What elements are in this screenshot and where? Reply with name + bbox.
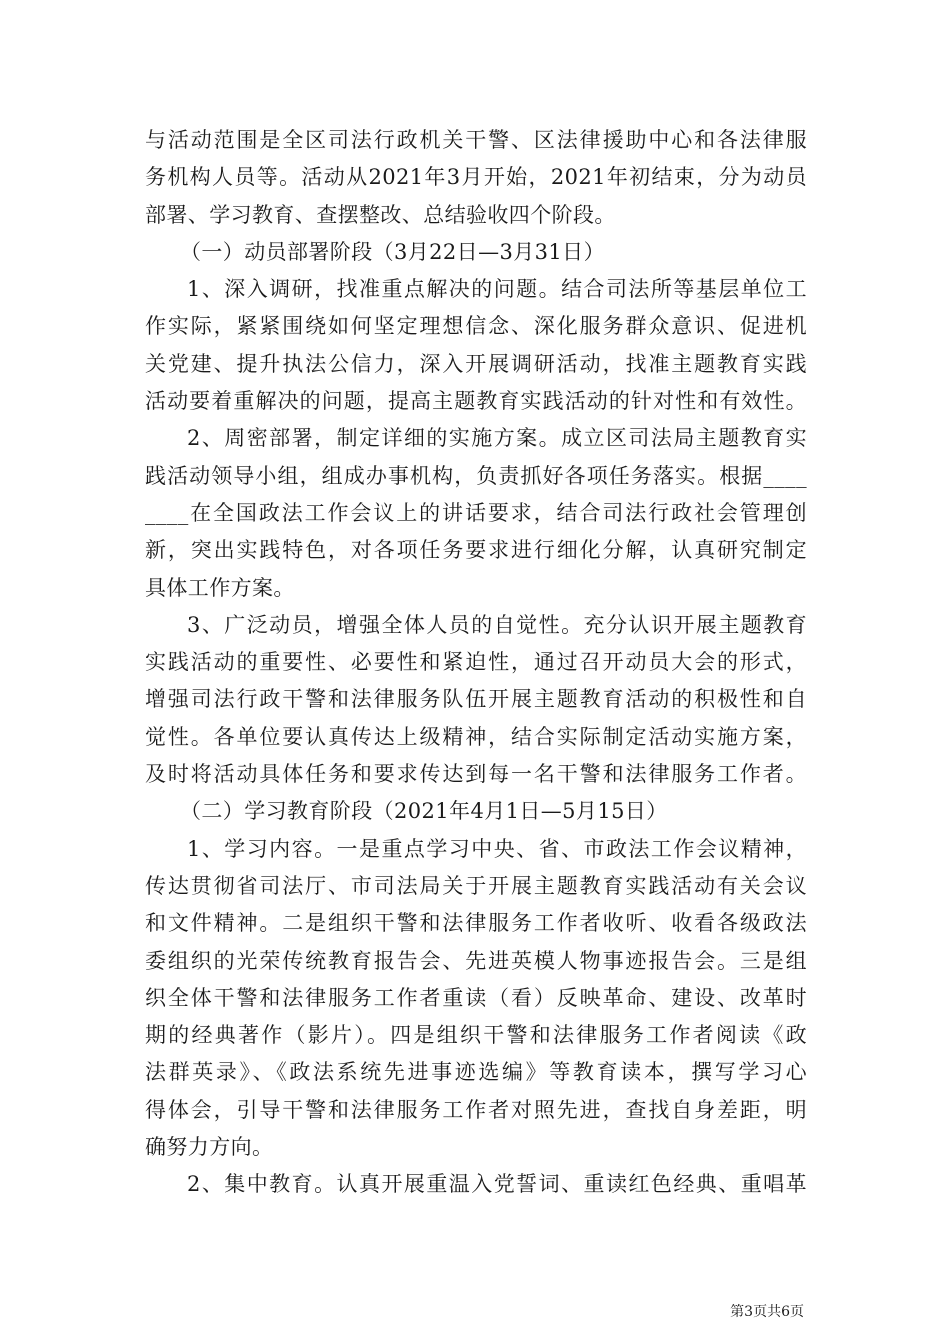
document-body: [145, 122, 807, 1204]
text-line: 和文件精神。二是组织干警和法律服务工作者收听、收看各级政法: [145, 911, 807, 936]
text-line: 活动要着重解决的问题，提高主题教育实践活动的针对性和有效性。: [145, 389, 807, 414]
text-line: 及时将活动具体任务和要求传达到每一名干警和法律服务工作者。: [145, 762, 807, 787]
text-line: 新，突出实践特色，对各项任务要求进行细化分解，认真研究制定: [145, 538, 807, 563]
text-line: 务机构人员等。活动从2021年3月开始，2021年初结束，分为动员: [145, 165, 807, 190]
page-number: 第3页共6页: [730, 1304, 804, 1320]
text-line: 践活动领导小组，组成办事机构，负责抓好各项任务落实。根据____: [145, 463, 807, 488]
text-line: 3、广泛动员，增强全体人员的自觉性。充分认识开展主题教育: [187, 612, 807, 637]
text-line: 委组织的光荣传统教育报告会、先进英模人物事迹报告会。三是组: [145, 948, 807, 973]
text-line: 实践活动的重要性、必要性和紧迫性，通过召开动员大会的形式，: [145, 650, 807, 675]
text-line: 2、周密部署，制定详细的实施方案。成立区司法局主题教育实: [187, 426, 807, 451]
section-heading: （二）学习教育阶段（2021年4月1日—5月15日）: [180, 799, 668, 824]
text-line: 1、深入调研，找准重点解决的问题。结合司法所等基层单位工: [187, 277, 807, 302]
text-line: 2、集中教育。认真开展重温入党誓词、重读红色经典、重唱革: [187, 1172, 807, 1197]
text-line: ____在全国政法工作会议上的讲话要求，结合司法行政社会管理创: [145, 500, 807, 525]
text-line: 1、学习内容。一是重点学习中央、省、市政法工作会议精神，: [187, 836, 807, 861]
text-line: 传达贯彻省司法厅、市司法局关于开展主题教育实践活动有关会议: [145, 873, 807, 898]
text-line: 关党建、提升执法公信力，深入开展调研活动，找准主题教育实践: [145, 351, 807, 376]
text-line: 具体工作方案。: [145, 575, 295, 600]
text-line: 作实际，紧紧围绕如何坚定理想信念、深化服务群众意识、促进机: [145, 314, 807, 339]
text-line: 确努力方向。: [145, 1135, 274, 1160]
text-line: 期的经典著作（影片）。四是组织干警和法律服务工作者阅读《政: [145, 1023, 807, 1048]
section-heading: （一）动员部署阶段（3月22日—3月31日）: [180, 239, 605, 264]
text-line: 与活动范围是全区司法行政机关干警、区法律援助中心和各法律服: [145, 128, 807, 152]
text-line: 部署、学习教育、查摆整改、总结验收四个阶段。: [145, 202, 616, 227]
text-line: 觉性。各单位要认真传达上级精神，结合实际制定活动实施方案，: [145, 724, 807, 749]
text-line: 法群英录》、《政法系统先进事迹选编》等教育读本，撰写学习心: [145, 1060, 807, 1085]
text-line: 得体会，引导干警和法律服务工作者对照先进，查找自身差距，明: [145, 1097, 807, 1122]
text-line: 增强司法行政干警和法律服务队伍开展主题教育活动的积极性和自: [145, 687, 807, 712]
text-line: 织全体干警和法律服务工作者重读（看）反映革命、建设、改革时: [145, 985, 807, 1010]
